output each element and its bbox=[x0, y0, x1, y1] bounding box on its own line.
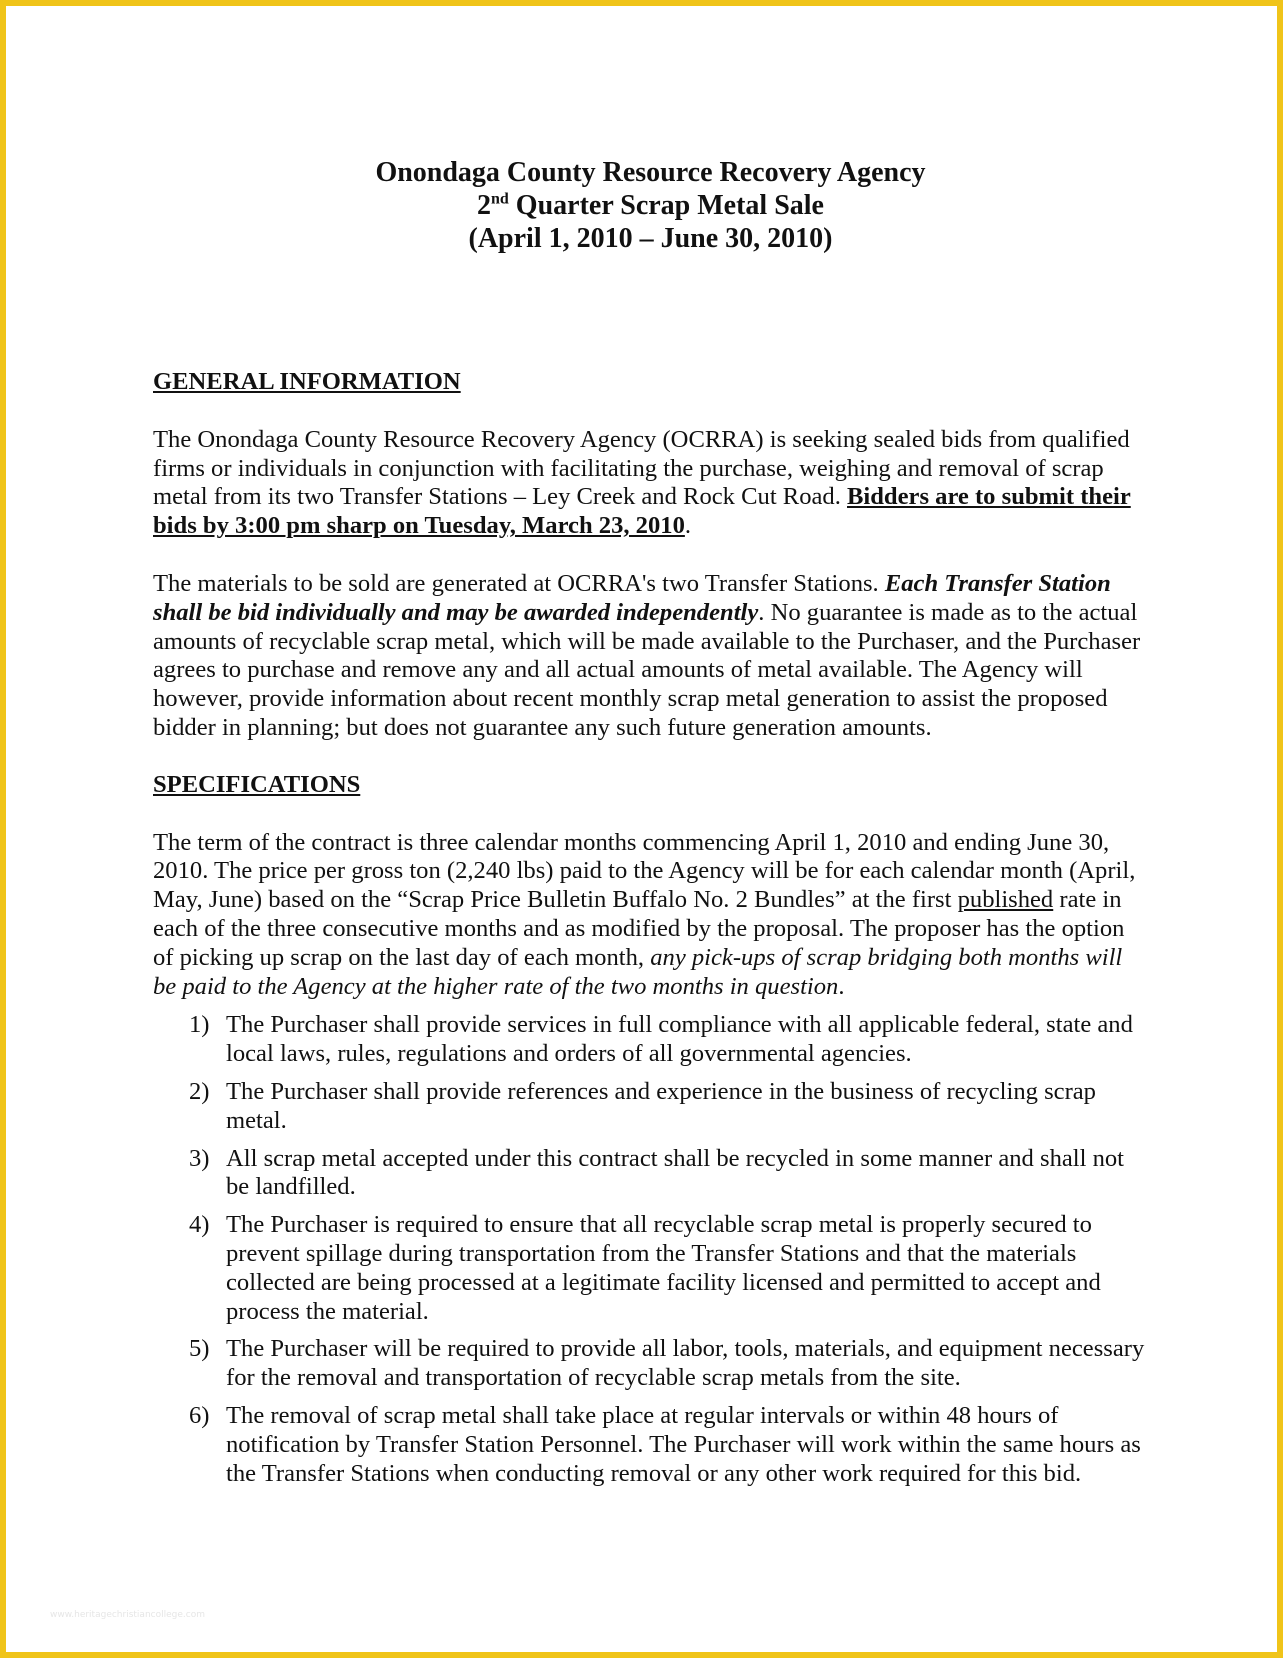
list-item-text: The Purchaser shall provide services in full compliance with all applicable federal, state and local laws, rules, regulations and orders of all governmental agencies. bbox=[226, 1011, 1133, 1068]
general-information-heading: GENERAL INFORMATION bbox=[153, 368, 461, 395]
spec-p-end: . bbox=[838, 972, 845, 1000]
general-p1-end: . bbox=[684, 512, 692, 540]
list-item bbox=[189, 1011, 1148, 1069]
list-item-number: 2) bbox=[189, 1077, 210, 1105]
spec-p-start: The term of the contract is three calendar months commencing April 1, 2010 and ending June 30, 2010. The price per gross ton (2,240 lbs) paid to the Agency will be for each calendar month (April, May, June) based on the “Scrap Price Bulletin Buffalo No. 2 Bundles” at the first bbox=[153, 828, 1136, 914]
title-line-3: (April 1, 2010 – June 30, 2010) bbox=[468, 223, 833, 254]
bid-deadline-text: Bidders are to submit their bids by 3:00 pm sharp on Tuesday, March 23, 2010 bbox=[153, 483, 1131, 540]
list-item-text: The Purchaser is required to ensure that all recyclable scrap metal is properly secured to prevent spillage during transportation from the Transfer Stations and that the materials collected are being processed at a legitimate facility licensed and permitted to accept and process the material. bbox=[226, 1211, 1101, 1325]
list-item bbox=[189, 1211, 1148, 1326]
document-content bbox=[153, 156, 1148, 1497]
list-item bbox=[189, 1401, 1148, 1488]
list-item bbox=[189, 1335, 1148, 1393]
specifications-heading: SPECIFICATIONS bbox=[153, 770, 361, 798]
specifications-list bbox=[153, 1011, 1148, 1488]
title-ordinal-superscript: nd bbox=[491, 190, 509, 208]
list-item-text: The Purchaser shall provide references and experience in the business of recycling scrap metal. bbox=[226, 1077, 1096, 1134]
list-item bbox=[189, 1077, 1148, 1136]
general-paragraph-2 bbox=[153, 570, 1148, 743]
general-paragraph-1 bbox=[153, 426, 1148, 541]
spec-p-middle: rate in each of the three consecutive months and as modified by the proposal. The proposer has the option of picking up scrap on the last day of each month, bbox=[153, 886, 1125, 971]
list-item-number: 1) bbox=[189, 1011, 210, 1039]
title-line-2-prefix: 2 bbox=[477, 190, 491, 221]
list-item-text: The Purchaser will be required to provide all labor, tools, materials, and equipment necessary for the removal and transportation of recyclable scrap metals from the site. bbox=[226, 1335, 1145, 1392]
list-item-number: 5) bbox=[189, 1335, 210, 1363]
title-line-2 bbox=[153, 189, 1148, 222]
list-item bbox=[189, 1144, 1148, 1203]
general-p2-rest: . No guarantee is made as to the actual amounts of recyclable scrap metal, which will be made available to the Purchaser, and the Purchaser agrees to purchase and remove any and all actual amounts of metal available. The Agency will however, provide information about recent monthly scrap metal generation to assist the proposed bidder in planning; but does not guarantee any such future generation amounts. bbox=[153, 598, 1141, 741]
spec-published-text: published bbox=[957, 886, 1054, 914]
list-item-text: All scrap metal accepted under this contract shall be recycled in some manner and shall not be landfilled. bbox=[226, 1144, 1125, 1201]
list-item-number: 6) bbox=[189, 1401, 210, 1429]
spec-pickup-italic-text: any pick-ups of scrap bridging both months will be paid to the Agency at the higher rate of the two months in question bbox=[153, 943, 1123, 1000]
watermark-text: www.heritagechristiancollege.com bbox=[50, 1610, 205, 1620]
list-item-number: 4) bbox=[189, 1211, 210, 1239]
list-item-text: The removal of scrap metal shall take place at regular intervals or within 48 hours of notification by Transfer Station Personnel. The Purchaser will work within the same hours as the Transfer Stations when conducting removal or any other work required for this bid. bbox=[226, 1401, 1141, 1487]
title-line-1: Onondaga County Resource Recovery Agency bbox=[375, 157, 926, 188]
list-item-number: 3) bbox=[189, 1144, 210, 1172]
document-title bbox=[153, 156, 1148, 255]
title-line-2-suffix: Quarter Scrap Metal Sale bbox=[508, 190, 824, 221]
general-p1-text: The Onondaga County Resource Recovery Agency (OCRRA) is seeking sealed bids from qualified firms or individuals in conjunction with facilitating the purchase, weighing and removal of scrap metal from its two Transfer Stations – Ley Creek and Rock Cut Road. bbox=[153, 425, 1130, 511]
general-p2-text: The materials to be sold are generated at OCRRA's two Transfer Stations. bbox=[153, 569, 885, 597]
bid-individually-text: Each Transfer Station shall be bid individually and may be awarded independently bbox=[153, 569, 1111, 626]
specifications-paragraph bbox=[153, 829, 1148, 1002]
